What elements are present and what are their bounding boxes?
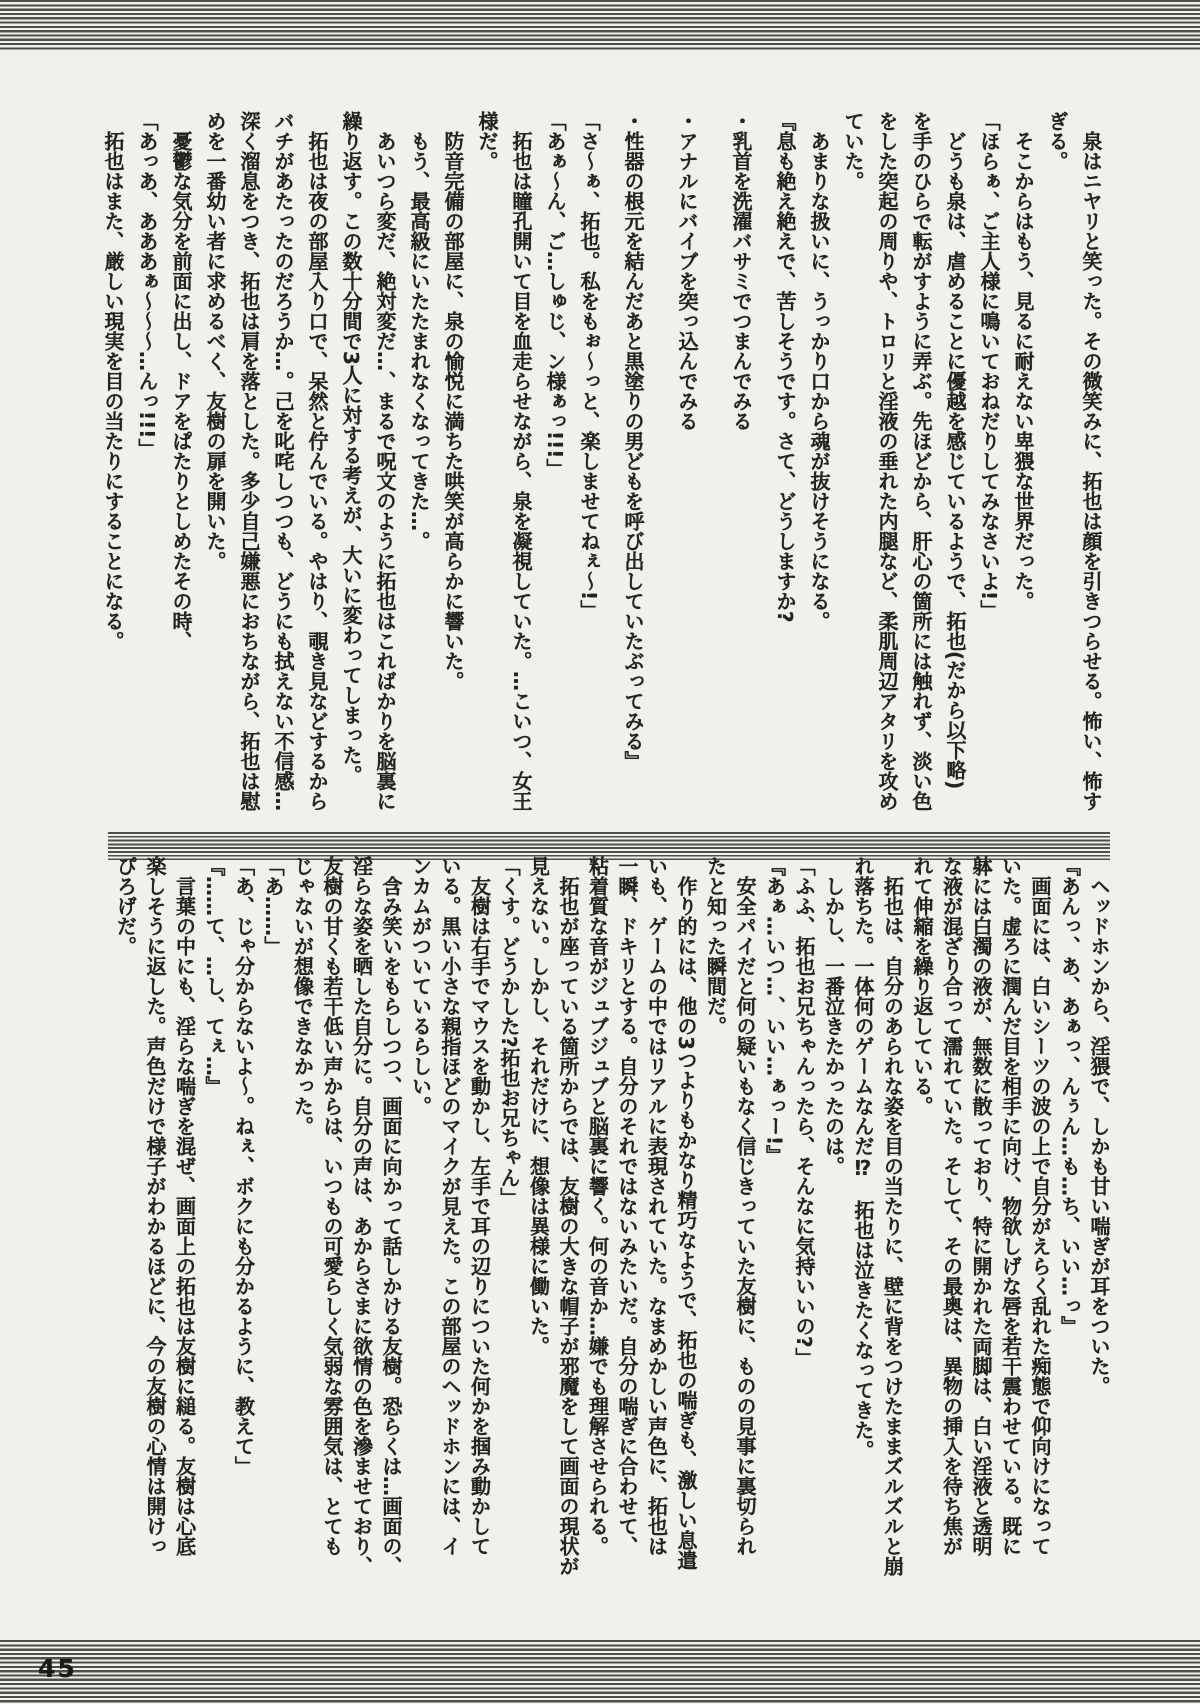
text-column: いる。黒い小さな親指ほどのマイクが見えた。この部屋のヘッドホンには、イ — [438, 856, 462, 1556]
text-column: そこからはもう、見るに耐えない卑猥な世界だった。 — [1011, 111, 1035, 611]
bottom-text-block — [110, 856, 1113, 1576]
text-column: 見えない。しかし、それだけに、想像は異様に働いた。 — [526, 856, 551, 1356]
text-column: 友樹は右手でマウスを動かし、左手で耳の辺りについた何かを掴み動かして — [467, 856, 492, 1556]
text-column: 拓也はまた、厳しい現実を目の当たりにすることになる。 — [101, 111, 125, 651]
text-column: ぎる。 — [1045, 111, 1069, 171]
text-column: 友樹の甘くも若干低い声からは、いつもの可愛らしく気弱な雰囲気は、とても — [320, 856, 344, 1556]
text-column: いた。虚ろに潤んだ目を相手に向け、物欲しげな唇を若干震わせている。既に — [998, 856, 1023, 1556]
text-column: 「ふふ、拓也お兄ちゃんったら、そんなに気持いいの?」 — [792, 856, 816, 1368]
text-column: めを一番幼い者に求めるべく、友樹の扉を開いた。 — [203, 111, 227, 571]
text-column: もう、最高級にいたたまれなくなってきた…。 — [407, 111, 431, 551]
text-column: を手のひらで転がすように弄ぶ。先ほどから、肝心の箇所には触れず、淡い色 — [909, 111, 933, 811]
text-column: 粘着質な音がジュブジュブと脳裏に響く。何の音か…嫌でも理解させられる。 — [585, 856, 610, 1556]
text-column: 『あぁ…いつ…、いい…ぁっー!』 — [762, 856, 787, 1166]
text-column: 「さ〜ぁ、拓也。私をもぉ〜っと、楽しませてねぇ〜!」 — [577, 111, 601, 621]
text-column: 淫らな姿を晒した自分に。自分の声は、あからさまに欲情の色を滲ませており、 — [349, 856, 374, 1576]
text-column: あいつら変だ、絶対変だ…、まるで呪文のように拓也はこればかりを脳裏に — [373, 111, 397, 811]
top-striped-bar — [0, 0, 1200, 50]
text-column: 拓也は、自分のあられな姿を目の当たりに、壁に背をつけたままズルズルと崩 — [880, 856, 905, 1576]
text-column: 画面には、白いシーツの波の上で自分がえらく乱れた痴態で仰向けになって — [1028, 856, 1052, 1556]
text-column: をした突起の周りや、トロリと淫液の垂れた内腿など、柔肌周辺アタリを攻め — [875, 111, 899, 811]
text-column: 拓也は夜の部屋入り口で、呆然と佇んでいる。やはり、覗き見などするから — [305, 111, 329, 811]
text-column: 防音完備の部屋に、泉の愉悦に満ちた哄笑が高らかに響いた。 — [441, 111, 465, 691]
page-number: 45 — [38, 1654, 77, 1683]
text-column: あまりな扱いに、うっかり口から魂が抜けそうになる。 — [807, 111, 831, 631]
text-column: 拓也が座っている箇所からでは、友樹の大きな帽子が邪魔をして画面の現状が — [556, 856, 580, 1576]
text-column: ・アナルにバイブを突っ込んでみる — [675, 111, 699, 431]
text-column: 「あ、じゃ分からないよ〜。ねぇ、ボクにも分かるように、教えて」 — [231, 856, 256, 1476]
text-column: ヘッドホンから、淫猥で、しかも甘い喘ぎが耳をついた。 — [1087, 856, 1111, 1396]
text-column: じゃないが想像できなかった。 — [290, 856, 315, 1136]
text-column: たと知った瞬間だ。 — [703, 856, 728, 1036]
text-column: 楽しそうに返した。声色だけで様子がわかるほどに、今の友樹の心情は開けっ — [143, 856, 167, 1556]
text-column: 「くす。どうかした?拓也お兄ちゃん」 — [497, 856, 521, 1208]
text-column: ・乳首を洗濯バサミでつまんでみる — [729, 111, 753, 431]
text-column: 含み笑いをもらしつつ、画面に向かって話しかける友樹。恐らくは…画面の、 — [379, 856, 403, 1576]
text-column: ・性器の根元を結んだあと黒塗りの男どもを呼び出していたぶってみる』 — [621, 111, 645, 771]
text-column: いも、ゲームの中ではリアルに表現されていた。なまめかしい声色に、拓也は — [644, 856, 669, 1556]
text-column: 「あぁ〜ん、ご…しゅじ、ン様ぁっ!!!」 — [543, 111, 567, 479]
text-column: 『息も絶え絶えで、苦しそうです。さて、どうしますか? — [773, 111, 797, 623]
text-column: ていた。 — [841, 111, 865, 191]
text-column: 様だ。 — [475, 111, 499, 171]
text-column: 『あんっ、あ、あぁっ、んぅん…も…ち、いい…っ』 — [1057, 856, 1082, 1336]
text-column: 安全パイだと何の疑いもなく信じきっていた友樹に、ものの見事に裏切られ — [733, 856, 757, 1556]
text-column: 憂鬱な気分を前面に出し、ドアをぱたりとしめたその時、 — [169, 111, 193, 651]
text-column: どうも泉は、虐めることに優越を感じているようで、拓也(だから以下略) — [943, 111, 967, 790]
text-column: 拓也は瞳孔開いて目を血走らせながら、泉を凝視していた。…こいつ、女王 — [509, 111, 533, 811]
text-column: 「あ……」 — [261, 856, 285, 956]
text-column: れ落ちた。一体何のゲームなんだ⁉ 拓也は泣きたくなってきた。 — [851, 856, 875, 1460]
text-column: ンカムがついているらしい。 — [408, 856, 433, 1116]
text-column: ぴろげだ。 — [113, 856, 138, 956]
text-column: 一瞬、ドキリとする。自分のそれではないみたいだ。自分の喘ぎに合わせて、 — [615, 856, 639, 1556]
text-column: 深く溜息をつき、拓也は肩を落とした。多少自己嫌悪におちながら、拓也は慰 — [237, 111, 261, 811]
text-column: 「ほらぁ、ご主人様に鳴いておねだりしてみなさいよ!」 — [977, 111, 1001, 621]
text-column: バチがあたったのだろうか…。己を叱咤しつつも、どうにも拭えない不信感… — [271, 111, 295, 811]
text-column: しかし、一番泣きたかったのは。 — [821, 856, 846, 1176]
text-column: な液が混ざり合って濡れていた。そして、その最奥は、異物の挿入を待ち焦が — [939, 856, 964, 1556]
text-column: 言葉の中にも、淫らな喘ぎを混ぜ、画面上の拓也は友樹に縋る。友樹は心底 — [172, 856, 197, 1556]
text-column: 作り的には、他の3つよりもかなり精巧なようで、拓也の喘ぎも、激しい息遣 — [674, 856, 698, 1570]
text-column: れて伸縮を繰り返している。 — [910, 856, 934, 1116]
top-text-block — [96, 111, 1108, 827]
bottom-striped-bar — [0, 1640, 1200, 1704]
text-column: 躰には白濁の液が、無数に散っており、特に開かれた両脚は、白い淫液と透明 — [969, 856, 993, 1556]
text-column: 「あっあ、あああぁ〜〜〜…んっ!!!」 — [135, 111, 159, 459]
text-column: 『……て、…し、てぇ…』 — [202, 856, 226, 1096]
text-column: 繰り返す。この数十分間で3人に対する考えが、大いに変わってしまった。 — [339, 111, 363, 785]
text-column: 泉はニヤリと笑った。その微笑みに、拓也は顔を引きつらせる。怖い、怖す — [1079, 111, 1103, 811]
